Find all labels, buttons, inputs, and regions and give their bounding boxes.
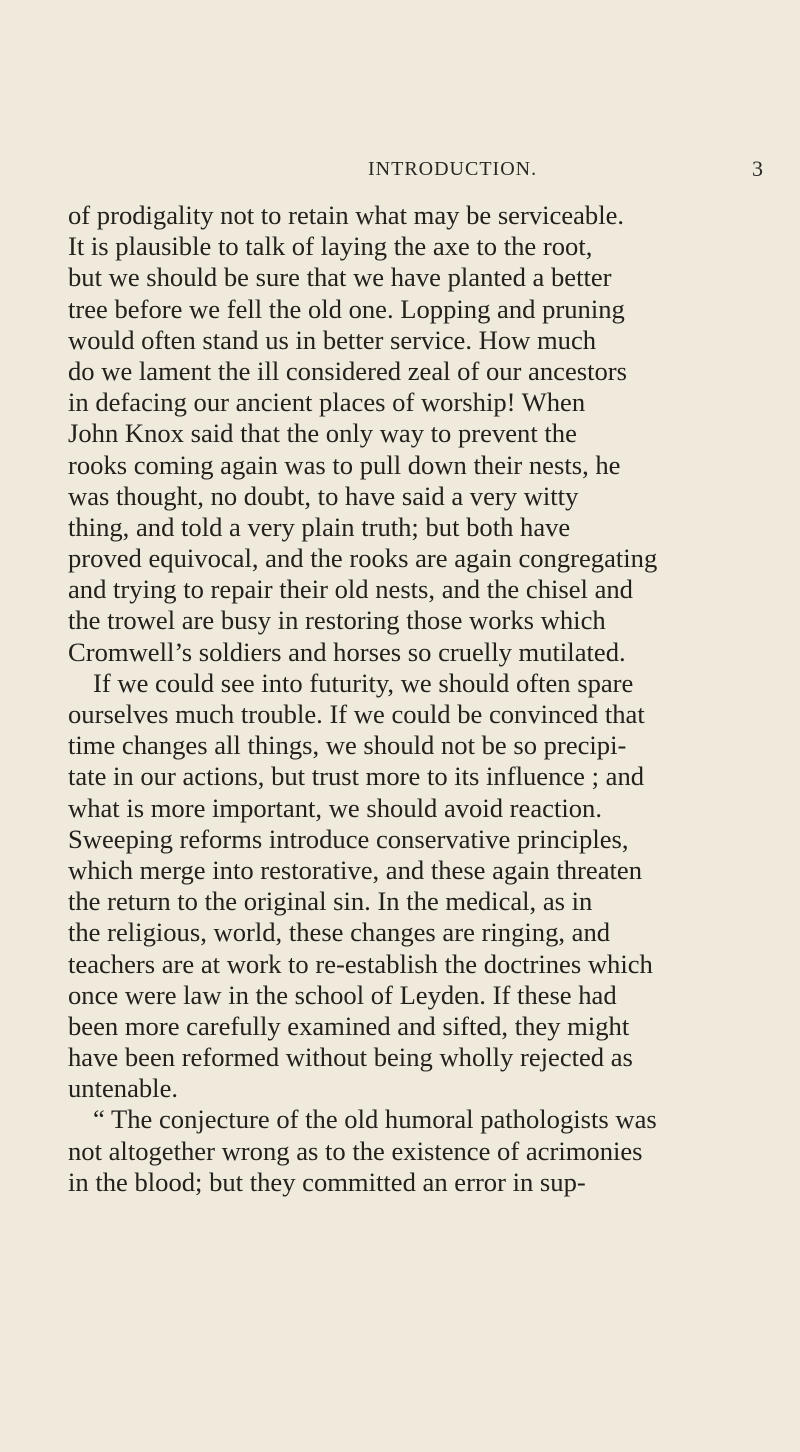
text-line: and trying to repair their old nests, and the chisel and [68, 574, 633, 605]
text-line: If we could see into futurity, we should often spare [93, 667, 634, 698]
text-line: tree before we fell the old one. Lopping and pruning [68, 293, 625, 324]
text-line: time changes all things, we should not be so precipi- [68, 730, 627, 761]
text-line: have been reformed without being wholly rejected as [68, 1042, 633, 1073]
page-number: 3 [752, 156, 763, 181]
text-line: It is plausible to talk of laying the axe to the root, [68, 231, 593, 262]
text-line: what is more important, we should avoid reaction. [68, 792, 602, 823]
text-line: do we lament the ill considered zeal of our ancestors [68, 355, 628, 386]
text-line: rooks coming again was to pull down their nests, he [68, 449, 621, 480]
text-line: tate in our actions, but trust more to its influence ; and [68, 761, 645, 792]
text-line: been more carefully examined and sifted, they might [68, 1010, 630, 1041]
text-line: which merge into restorative, and these again threaten [68, 854, 643, 885]
text-line: the religious, world, these changes are ringing, and [68, 917, 611, 948]
text-line: ourselves much trouble. If we could be convinced that [68, 699, 645, 729]
text-line: untenable. [68, 1073, 179, 1104]
text-line: the return to the original sin. In the medical, as in [68, 886, 593, 917]
text-line: not altogether wrong as to the existence of acrimonies [68, 1135, 643, 1166]
text-line: of prodigality not to retain what may be serviceable. [68, 200, 625, 230]
text-line: would often stand us in better service. How much [68, 324, 597, 355]
text-line: in the blood; but they committed an error in sup- [68, 1166, 586, 1197]
text-line: Cromwell’s soldiers and horses so cruelly mutilated. [68, 636, 626, 667]
text-line: thing, and told a very plain truth; but both have [68, 511, 571, 542]
text-line: was thought, no doubt, to have said a very witty [68, 480, 579, 511]
text-line: John Knox said that the only way to prevent the [68, 418, 577, 449]
text-line: proved equivocal, and the rooks are again congregating [68, 543, 658, 574]
text-line: the trowel are busy in restoring those works which [68, 605, 606, 636]
text-line: in defacing our ancient places of worship! When [68, 387, 586, 418]
body-text [68, 200, 792, 1198]
text-line: once were law in the school of Leyden. If these had [68, 979, 617, 1010]
text-line: teachers are at work to re-establish the doctrines which [68, 948, 653, 979]
text-line: but we should be sure that we have planted a better [68, 262, 612, 293]
text-line: Sweeping reforms introduce conservative principles, [68, 823, 629, 854]
running-title: INTRODUCTION. [368, 158, 538, 180]
text-line: “ The conjecture of the old humoral pathologists was [93, 1104, 657, 1135]
